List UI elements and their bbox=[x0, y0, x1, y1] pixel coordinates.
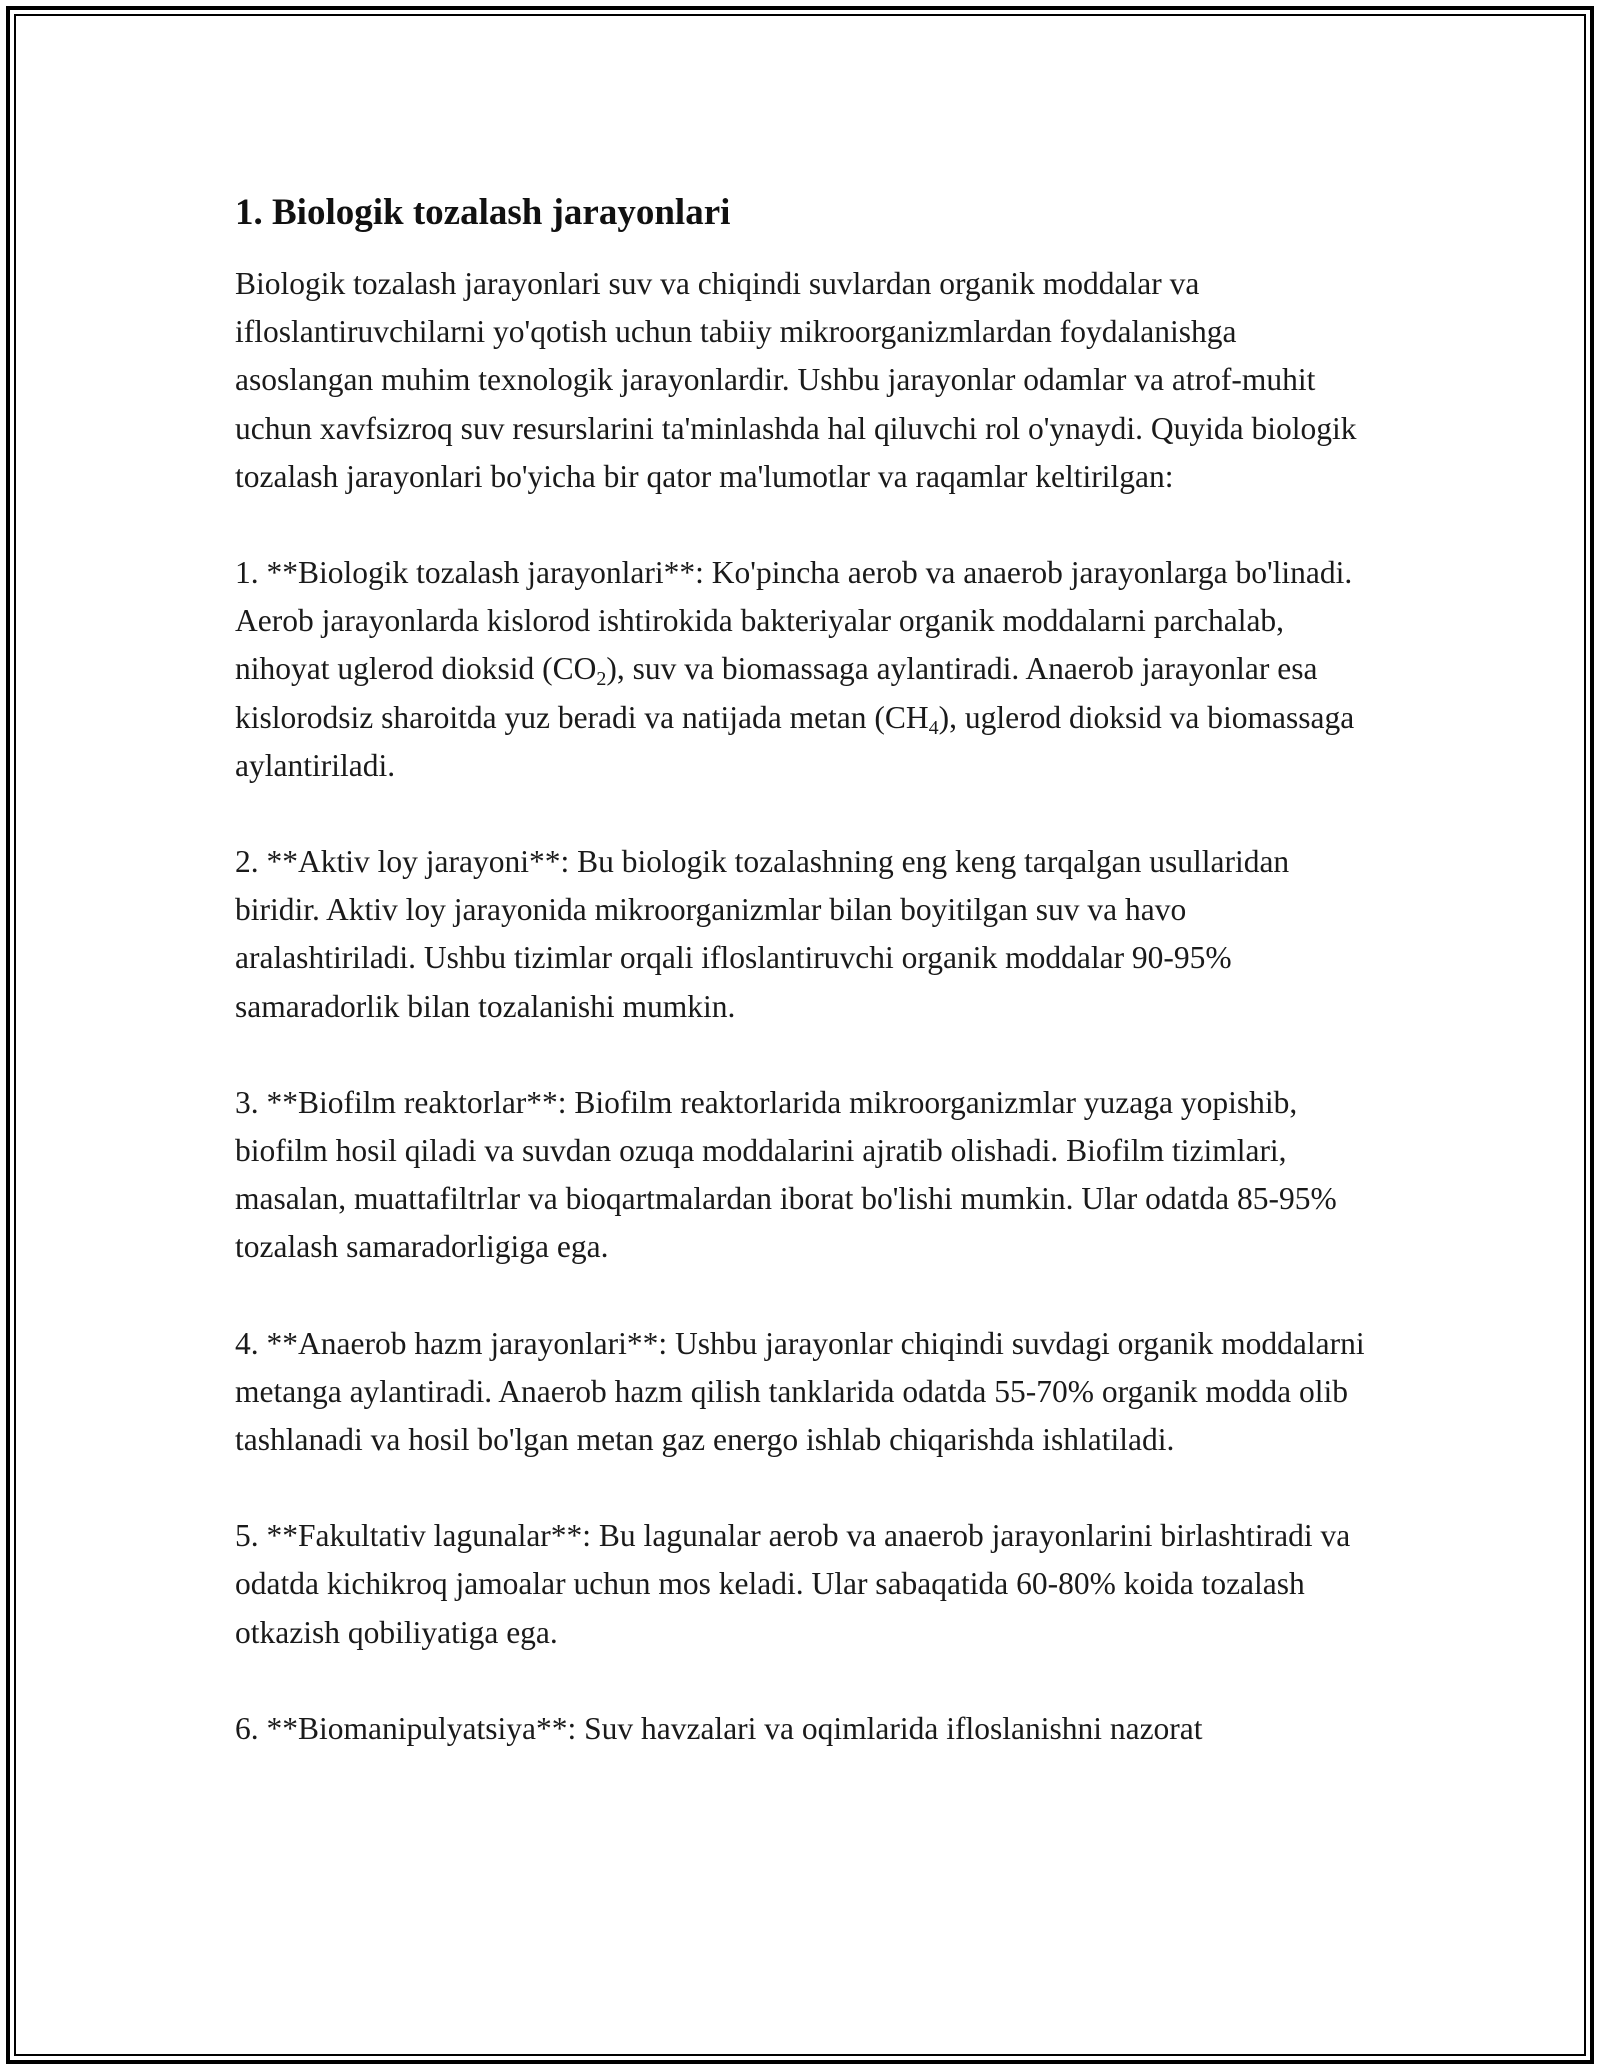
co2-subscript: 2 bbox=[596, 668, 607, 691]
list-item-5: 5. **Fakultativ lagunalar**: Bu lagunalar aerob va anaerob jarayonlarini birlashtiradi va odatda kichikroq jamoalar uchun mos keladi. Ular sabaqatida 60-80% koida tozalash otkazish qobiliyatiga ega. bbox=[235, 1518, 1351, 1650]
list-item-1-text-c: ), uglerod dioksid va biomassaga aylantiriladi. bbox=[235, 699, 1355, 783]
intro-paragraph: Biologik tozalash jarayonlari suv va chiqindi suvlardan organik moddalar va ifloslantiruvchilarni yo'qotish uchun tabiiy mikroorganizmlardan foydalanishga asoslangan muhim texnologik jarayonlardir. Ushbu jarayonlar odamlar va atrof-muhit uchun xavfsizroq suv resurslarini ta'minlashda hal qiluvchi rol o'ynaydi. Quyida biologik tozalash jarayonlari bo'yicha bir qator ma'lumotlar va raqamlar keltirilgan: bbox=[235, 266, 1357, 494]
list-item-4: 4. **Anaerob hazm jarayonlari**: Ushbu jarayonlar chiqindi suvdagi organik moddalarni metanga aylantiradi. Anaerob hazm qilish tanklarida odatda 55-70% organik modda olib tashlanadi va hosil bo'lgan metan gaz energo ishlab chiqarishda ishlatiladi. bbox=[235, 1325, 1365, 1458]
ch4-subscript: 4 bbox=[928, 716, 939, 739]
section-heading: 1. Biologik tozalash jarayonlari bbox=[235, 192, 731, 233]
list-item-1-text-a: 1. **Biologik tozalash jarayonlari**: Ko'pincha aerob va anaerob jarayonlarga bo'linadi. Aerob jarayonlarda kislorod ishtirokida bakteriyalar organik moddalarni parchalab, nihoyat uglerod dioksid (CO bbox=[235, 555, 1353, 687]
list-item-6: 6. **Biomanipulyatsiya**: Suv havzalari va oqimlarida ifloslanishni nazorat bbox=[235, 1710, 1203, 1746]
list-item-2: 2. **Aktiv loy jarayoni**: Bu biologik tozalashning eng keng tarqalgan usullaridan biridir. Aktiv loy jarayonida mikroorganizmlar bilan boyitilgan suv va havo aralashtiriladi. Ushbu tizimlar orqali ifloslantiruvchi organik moddalar 90-95% samaradorlik bilan tozalanishi mumkin. bbox=[235, 844, 1290, 1024]
document-body bbox=[235, 186, 1375, 1801]
list-item-1 bbox=[235, 549, 1375, 790]
list-item-3: 3. **Biofilm reaktorlar**: Biofilm reaktorlarida mikroorganizmlar yuzaga yopishib, biofilm hosil qiladi va suvdan ozuqa moddalarini ajratib olishadi. Biofilm tizimlari, masalan, muattafiltrlar va bioqartmalardan iborat bo'lishi mumkin. Ular odatda 85-95% tozalash samaradorligiga ega. bbox=[235, 1084, 1337, 1265]
list-item-1-text-b: ), suv va biomassaga aylantiradi. Anaerob jarayonlar esa kislorodsiz sharoitda yuz beradi va natijada metan (CH bbox=[235, 651, 1318, 735]
